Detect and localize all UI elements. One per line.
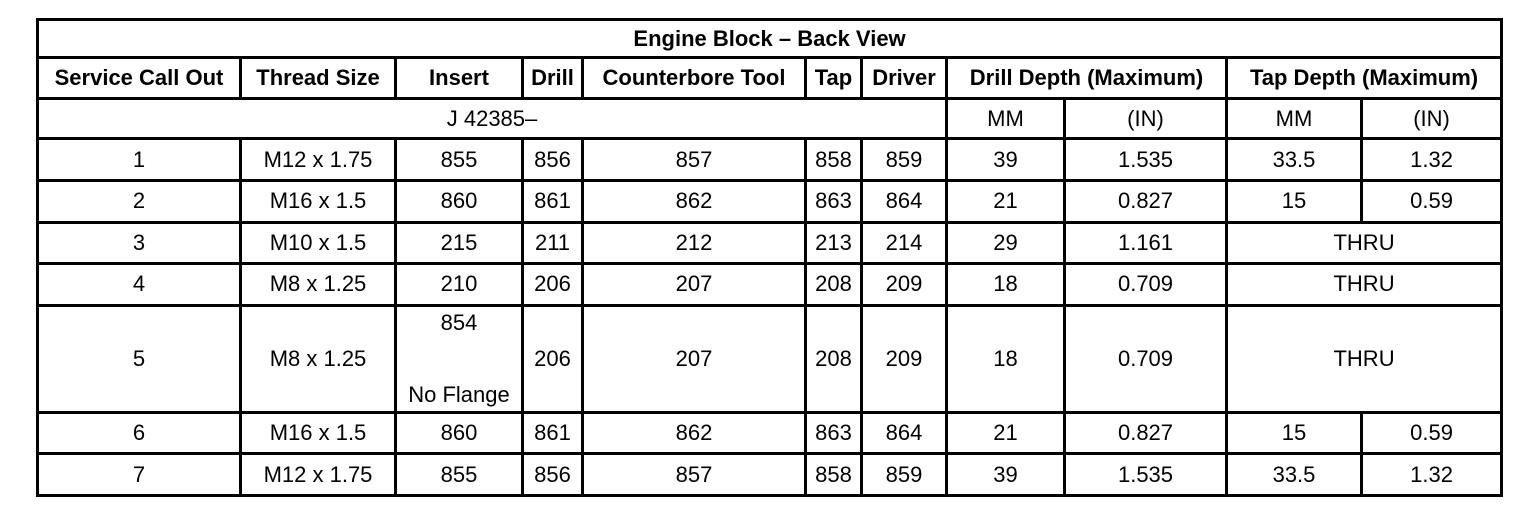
cell-call-out: 3 xyxy=(38,222,241,264)
cell-drill: 206 xyxy=(523,305,583,412)
cell-drill-depth-mm: 18 xyxy=(947,264,1065,306)
header-counterbore-tool: Counterbore Tool xyxy=(583,58,806,99)
cell-drill-depth-mm: 39 xyxy=(947,139,1065,181)
table-row xyxy=(38,412,1502,454)
tap-depth-in-unit: (IN) xyxy=(1362,98,1502,139)
cell-driver: 214 xyxy=(862,222,947,264)
cell-counterbore: 862 xyxy=(583,412,806,454)
cell-tap: 858 xyxy=(806,139,862,181)
cell-drill-depth-in: 0.709 xyxy=(1065,305,1227,412)
cell-drill-depth-mm: 21 xyxy=(947,412,1065,454)
cell-call-out: 4 xyxy=(38,264,241,306)
cell-tap: 863 xyxy=(806,181,862,223)
table-row xyxy=(38,264,1502,306)
cell-insert: 860 xyxy=(396,412,523,454)
cell-tap-depth-in: 1.32 xyxy=(1362,454,1502,496)
tool-prefix: J 42385– xyxy=(38,98,947,139)
cell-call-out: 7 xyxy=(38,454,241,496)
cell-counterbore: 212 xyxy=(583,222,806,264)
cell-drill: 856 xyxy=(523,139,583,181)
cell-driver: 859 xyxy=(862,454,947,496)
drill-depth-mm-unit: MM xyxy=(947,98,1065,139)
insert-number: 854 xyxy=(440,309,478,335)
unit-row xyxy=(38,98,1502,139)
cell-insert: 855 xyxy=(396,139,523,181)
cell-drill-depth-mm: 29 xyxy=(947,222,1065,264)
cell-tap-depth-mm: 33.5 xyxy=(1227,454,1362,496)
insert-stack xyxy=(397,311,521,407)
cell-thread-size: M16 x 1.5 xyxy=(241,412,396,454)
cell-thread-size: M10 x 1.5 xyxy=(241,222,396,264)
header-tap-depth: Tap Depth (Maximum) xyxy=(1227,58,1502,99)
cell-driver: 859 xyxy=(862,139,947,181)
header-drill: Drill xyxy=(523,58,583,99)
cell-drill-depth-in: 1.535 xyxy=(1065,139,1227,181)
cell-driver: 864 xyxy=(862,412,947,454)
cell-thread-size: M16 x 1.5 xyxy=(241,181,396,223)
table-row xyxy=(38,181,1502,223)
header-tap: Tap xyxy=(806,58,862,99)
cell-driver: 209 xyxy=(862,305,947,412)
engine-block-table xyxy=(36,18,1503,497)
cell-counterbore: 207 xyxy=(583,305,806,412)
cell-driver: 209 xyxy=(862,264,947,306)
cell-call-out: 5 xyxy=(38,305,241,412)
cell-drill-depth-mm: 21 xyxy=(947,181,1065,223)
cell-call-out: 2 xyxy=(38,181,241,223)
cell-tap-depth-thru: THRU xyxy=(1227,264,1502,306)
cell-drill: 861 xyxy=(523,181,583,223)
header-driver: Driver xyxy=(862,58,947,99)
table-row xyxy=(38,139,1502,181)
header-service-call-out: Service Call Out xyxy=(38,58,241,99)
table-row xyxy=(38,222,1502,264)
cell-drill-depth-in: 0.827 xyxy=(1065,181,1227,223)
header-insert: Insert xyxy=(396,58,523,99)
header-drill-depth: Drill Depth (Maximum) xyxy=(947,58,1227,99)
header-row xyxy=(38,58,1502,99)
tap-depth-mm-unit: MM xyxy=(1227,98,1362,139)
title-row xyxy=(38,20,1502,58)
cell-thread-size: M12 x 1.75 xyxy=(241,139,396,181)
cell-drill-depth-in: 1.161 xyxy=(1065,222,1227,264)
cell-tap: 213 xyxy=(806,222,862,264)
cell-drill: 856 xyxy=(523,454,583,496)
cell-drill: 206 xyxy=(523,264,583,306)
cell-tap-depth-mm: 15 xyxy=(1227,412,1362,454)
table-title: Engine Block – Back View xyxy=(38,20,1502,58)
cell-counterbore: 857 xyxy=(583,454,806,496)
cell-driver: 864 xyxy=(862,181,947,223)
cell-counterbore: 862 xyxy=(583,181,806,223)
cell-thread-size: M8 x 1.25 xyxy=(241,264,396,306)
cell-tap-depth-mm: 33.5 xyxy=(1227,139,1362,181)
cell-insert: 210 xyxy=(396,264,523,306)
cell-tap-depth-in: 0.59 xyxy=(1362,181,1502,223)
cell-tap-depth-thru: THRU xyxy=(1227,222,1502,264)
cell-tap: 863 xyxy=(806,412,862,454)
cell-insert: 215 xyxy=(396,222,523,264)
cell-insert: 855 xyxy=(396,454,523,496)
cell-thread-size: M12 x 1.75 xyxy=(241,454,396,496)
header-thread-size: Thread Size xyxy=(241,58,396,99)
cell-drill-depth-mm: 39 xyxy=(947,454,1065,496)
cell-drill-depth-in: 1.535 xyxy=(1065,454,1227,496)
cell-tap-depth-in: 0.59 xyxy=(1362,412,1502,454)
cell-thread-size: M8 x 1.25 xyxy=(241,305,396,412)
cell-tap-depth-mm: 15 xyxy=(1227,181,1362,223)
cell-tap: 208 xyxy=(806,305,862,412)
cell-call-out: 6 xyxy=(38,412,241,454)
cell-call-out: 1 xyxy=(38,139,241,181)
cell-insert xyxy=(396,305,523,412)
cell-tap-depth-thru: THRU xyxy=(1227,305,1502,412)
insert-note: No Flange xyxy=(408,381,510,407)
cell-drill: 211 xyxy=(523,222,583,264)
table-row xyxy=(38,305,1502,412)
cell-drill-depth-in: 0.709 xyxy=(1065,264,1227,306)
table-row xyxy=(38,454,1502,496)
drill-depth-in-unit: (IN) xyxy=(1065,98,1227,139)
cell-drill: 861 xyxy=(523,412,583,454)
cell-counterbore: 857 xyxy=(583,139,806,181)
cell-insert: 860 xyxy=(396,181,523,223)
cell-drill-depth-mm: 18 xyxy=(947,305,1065,412)
cell-tap-depth-in: 1.32 xyxy=(1362,139,1502,181)
cell-counterbore: 207 xyxy=(583,264,806,306)
cell-drill-depth-in: 0.827 xyxy=(1065,412,1227,454)
cell-tap: 208 xyxy=(806,264,862,306)
cell-tap: 858 xyxy=(806,454,862,496)
